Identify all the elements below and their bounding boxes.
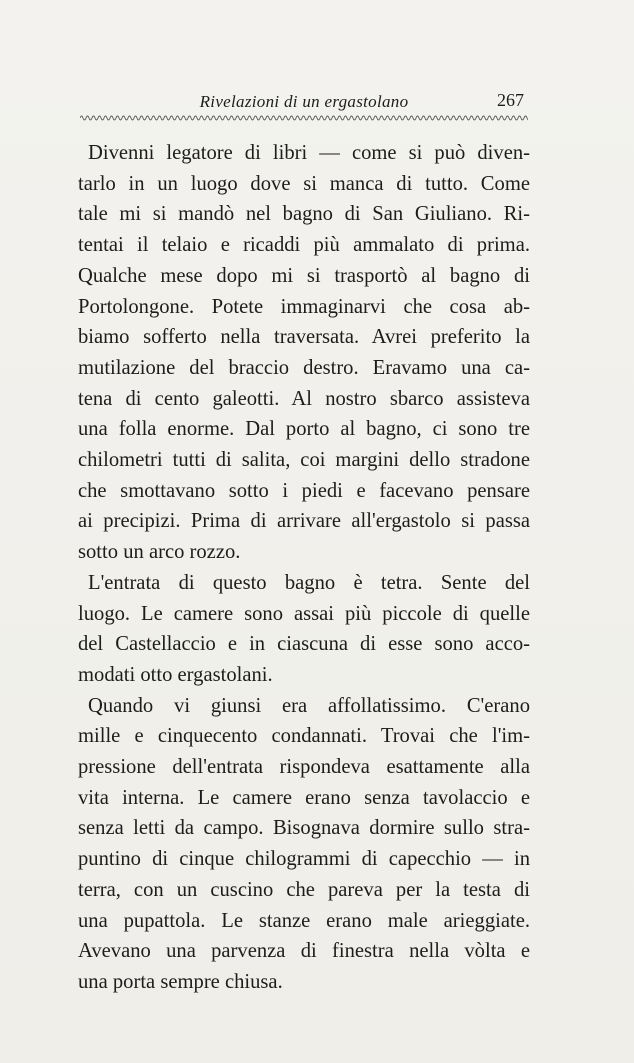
text-line: chilometri tutti di salita, coi margini dello stradone [78, 449, 530, 472]
text-line: puntino di cinque chilogrammi di capecchio — in [78, 848, 530, 871]
text-line: tale mi si mandò nel bagno di San Giuliano. Ri- [78, 203, 530, 226]
body-text [78, 138, 530, 998]
text-line: pressione dell'entrata rispondeva esattamente alla [78, 756, 530, 779]
text-line: una folla enorme. Dal porto al bagno, ci sono tre [78, 418, 530, 441]
text-line: tena di cento galeotti. Al nostro sbarco assisteva [78, 387, 530, 410]
paragraph-1 [78, 138, 530, 568]
paragraph-3 [78, 691, 530, 998]
paragraph-2 [78, 568, 530, 691]
text-line: modati otto ergastolani. [78, 663, 273, 686]
text-line: sotto un arco rozzo. [78, 541, 241, 564]
page-number: 267 [497, 90, 524, 110]
text-line: Divenni legatore di libri — come si può diven- [88, 142, 530, 164]
text-line: che smottavano sotto i piedi e facevano pensare [78, 479, 530, 502]
text-line: una porta sempre chiusa. [78, 970, 283, 993]
text-line: senza letti da campo. Bisognava dormire sullo stra- [78, 817, 530, 840]
running-title: Rivelazioni di un ergastolano [199, 92, 409, 111]
text-line: Quando vi giunsi era affollatissimo. C'erano [88, 694, 530, 717]
text-line: luogo. Le camere sono assai più piccole di quelle [78, 602, 530, 625]
text-line: terra, con un cuscino che pareva per la testa di [78, 878, 530, 901]
text-line: Portolongone. Potete immaginarvi che cosa ab- [78, 295, 530, 318]
text-line: mille e cinquecento condannati. Trovai che l'im- [78, 725, 530, 748]
text-line: Qualche mese dopo mi si trasportò al bagno di [78, 264, 530, 287]
text-line: vita interna. Le camere erano senza tavolaccio e [78, 786, 530, 809]
header-wavy-rule [80, 113, 528, 123]
text-line: tarlo in un luogo dove si manca di tutto. Come [78, 172, 530, 195]
text-line: del Castellaccio e in ciascuna di esse sono acco- [78, 633, 530, 656]
text-line: una pupattola. Le stanze erano male arieggiate. [78, 909, 530, 932]
text-line: biamo sofferto nella traversata. Avrei preferito la [78, 326, 530, 349]
text-line: tentai il telaio e ricaddi più ammalato di prima. [78, 234, 530, 257]
text-line: L'entrata di questo bagno è tetra. Sente del [88, 571, 530, 594]
page-header [78, 88, 530, 116]
text-line: mutilazione del braccio destro. Eravamo una ca- [78, 356, 530, 379]
text-line: ai precipizi. Prima di arrivare all'ergastolo si passa [78, 510, 530, 533]
text-line: Avevano una parvenza di finestra nella vòlta e [78, 940, 530, 963]
